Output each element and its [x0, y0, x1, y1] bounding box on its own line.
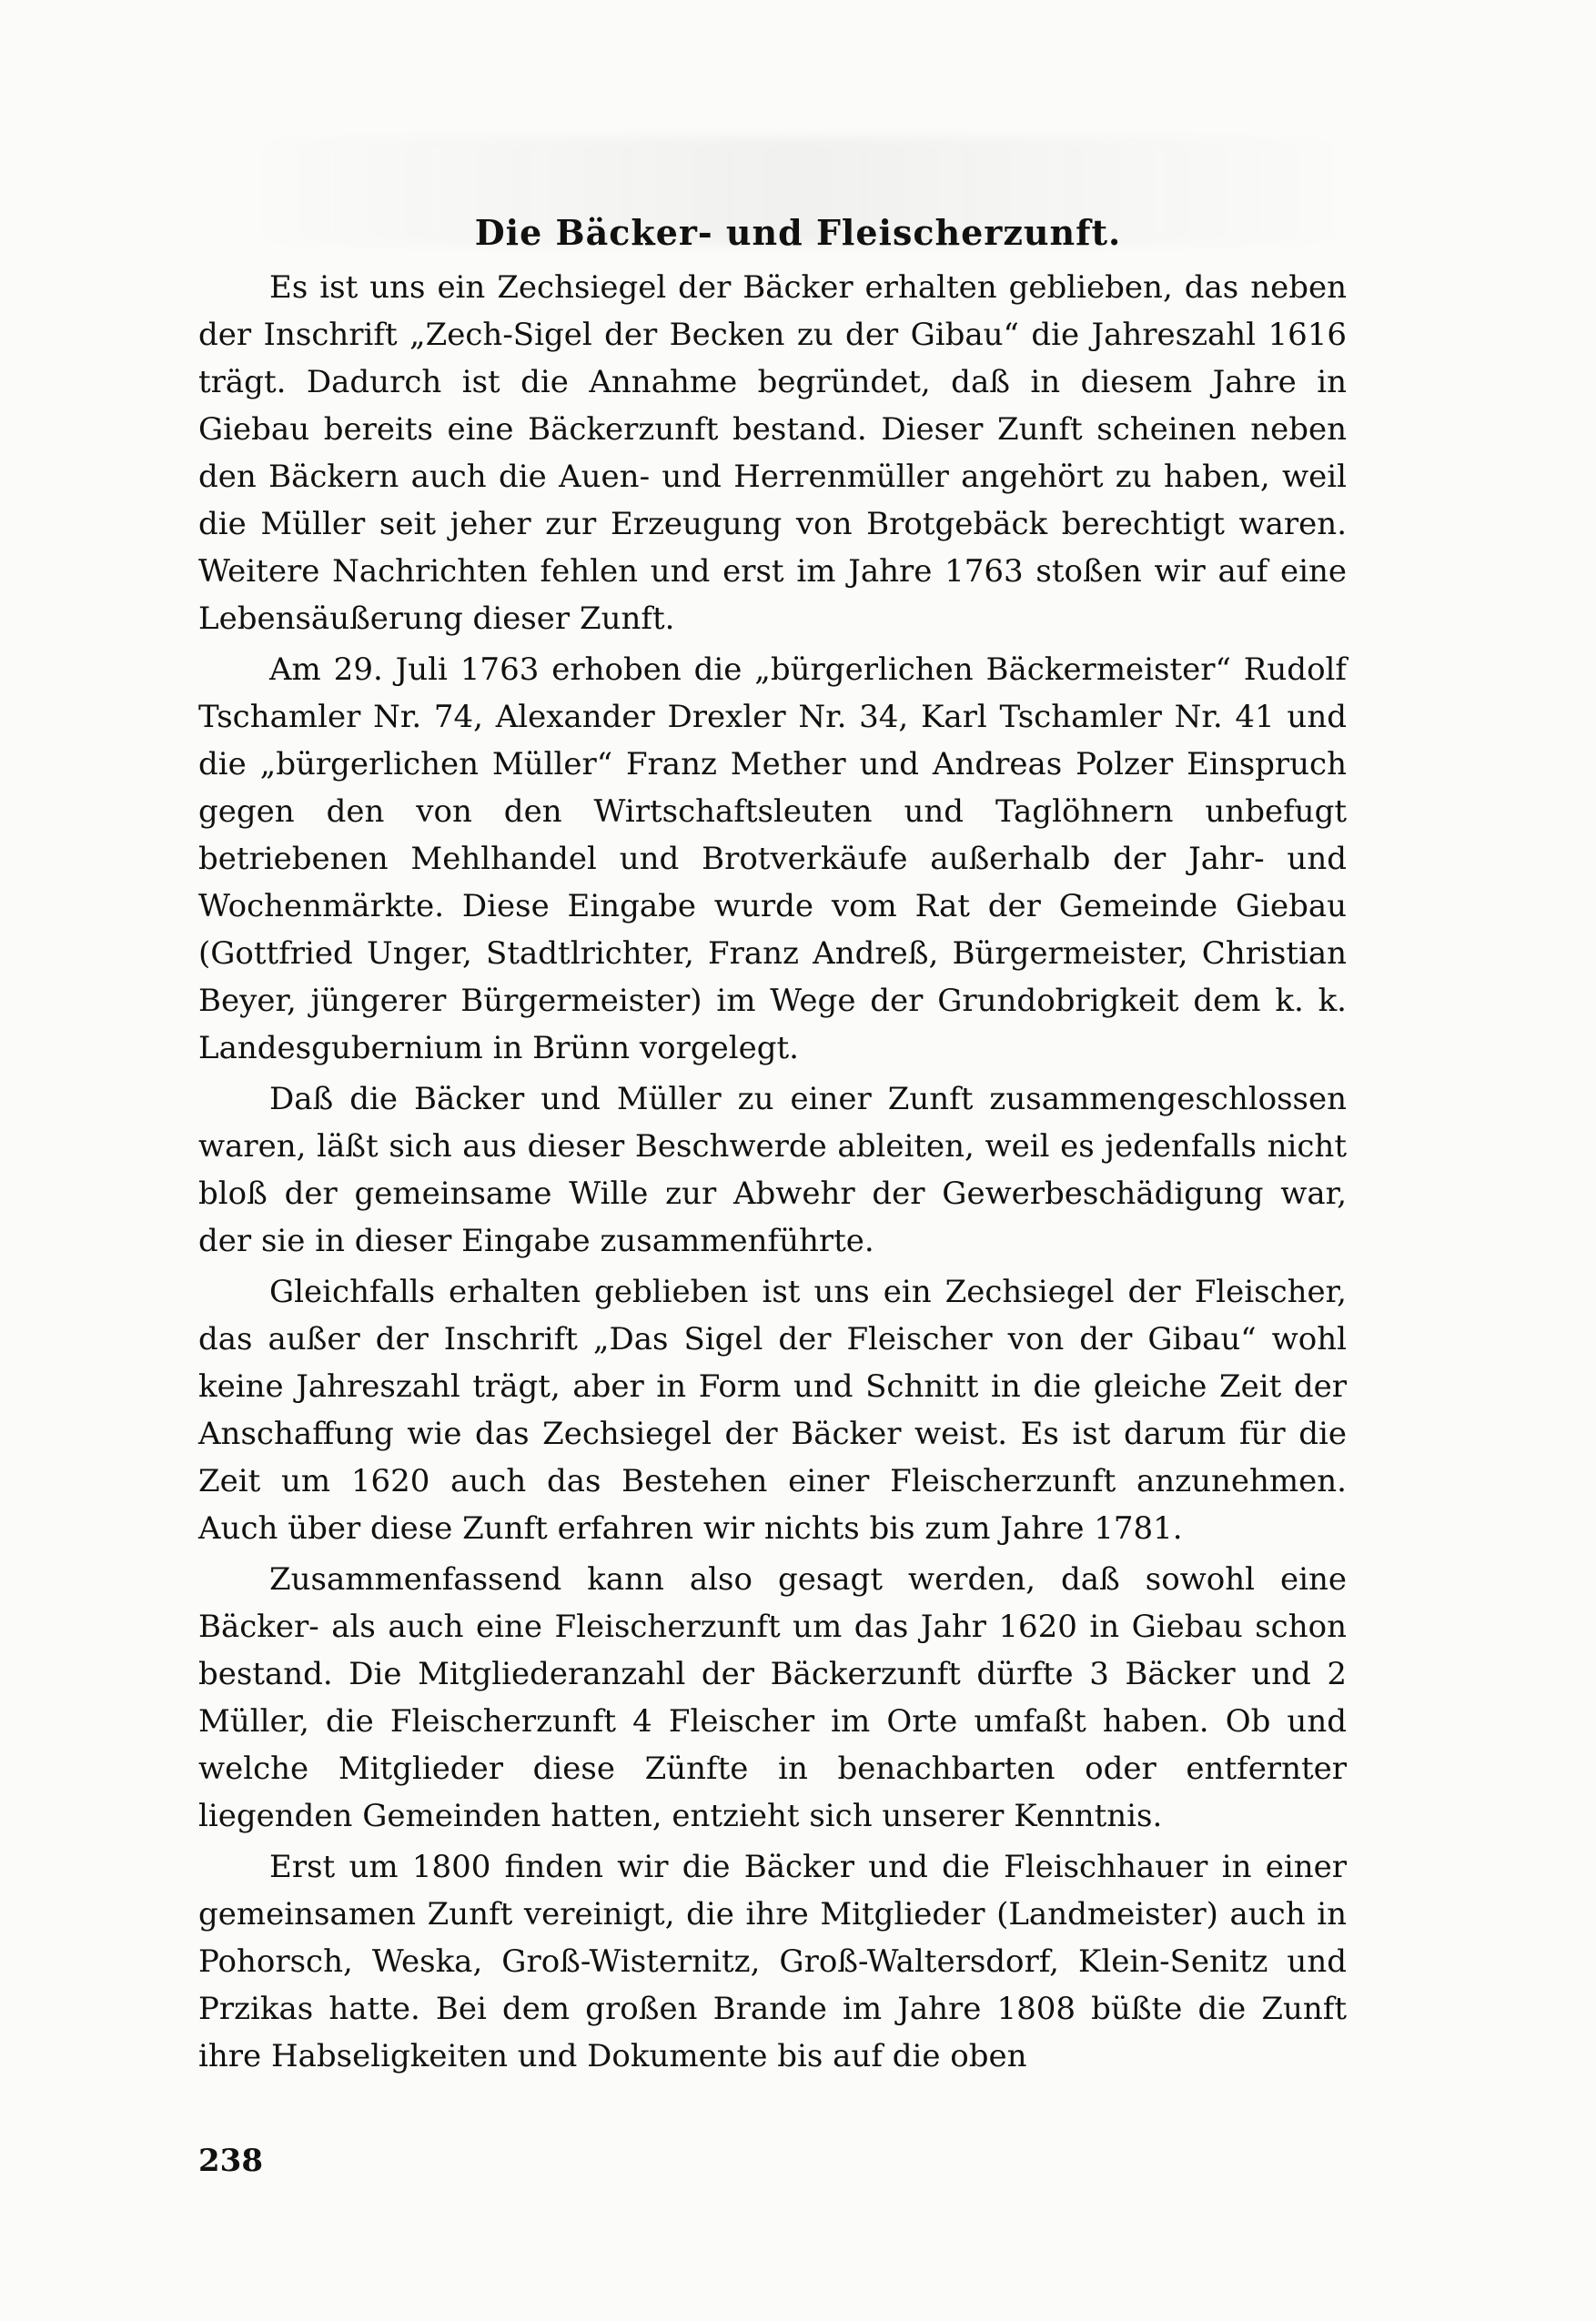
paragraph-3: Daß die Bäcker und Müller zu einer Zunft zusammengeschlossen waren, läßt sich aus dieser Beschwerde ableiten, weil es jedenfalls nicht bloß der gemeinsame Wille zur Abwehr der Gewerbeschädigung war, der sie in dieser Eingabe zusammenführte.	[198, 1081, 1347, 1259]
paragraph-4: Gleichfalls erhalten geblieben ist uns ein Zechsiegel der Fleischer, das außer der Inschrift „Das Sigel der Fleischer von der Gibau“ wohl keine Jahreszahl trägt, aber in Form und Schnitt in die gleiche Zeit der Anschaffung wie das Zechsiegel der Bäcker weist. Es ist darum für die Zeit um 1620 auch das Bestehen einer Fleischerzunft anzunehmen. Auch über diese Zunft erfahren wir nichts bis zum Jahre 1781.	[198, 1274, 1347, 1547]
chapter-title: Die Bäcker- und Fleischerzunft.	[474, 212, 1122, 254]
paragraph-2: Am 29. Juli 1763 erhoben die „bürgerlichen Bäckermeister“ Rudolf Tschamler Nr. 74, Alexander Drexler Nr. 34, Karl Tschamler Nr. 41 und die „bürgerlichen Müller“ Franz Mether und Andreas Polzer Einspruch gegen den von den Wirtschaftsleuten und Taglöhnern unbefugt betriebenen Mehlhandel und Brotverkäufe außerhalb der Jahr- und Wochenmärkte. Diese Eingabe wurde vom Rat der Gemeinde Giebau (Gottfried Unger, Stadtlrichter, Franz Andreß, Bürgermeister, Christian Beyer, jüngerer Bürgermeister) im Wege der Grundobrigkeit dem k. k. Landesgubernium in Brünn vorgelegt.	[198, 651, 1347, 1066]
paragraph-1: Es ist uns ein Zechsiegel der Bäcker erhalten geblieben, das neben der Inschrift „Zech-Sigel der Becken zu der Gibau“ die Jahreszahl 1616 trägt. Dadurch ist die Annahme begründet, daß in diesem Jahre in Giebau bereits eine Bäckerzunft bestand. Dieser Zunft scheinen neben den Bäckern auch die Auen- und Herrenmüller angehört zu haben, weil die Müller seit jeher zur Erzeugung von Brotgebäck berechtigt waren. Weitere Nachrichten fehlen und erst im Jahre 1763 stoßen wir auf eine Lebensäußerung dieser Zunft.	[198, 269, 1347, 637]
page-number: 238	[198, 2143, 263, 2179]
body-text	[198, 264, 1347, 2080]
paragraph-5: Zusammenfassend kann also gesagt werden, daß sowohl eine Bäcker- als auch eine Fleischerzunft um das Jahr 1620 in Giebau schon bestand. Die Mitgliederanzahl der Bäckerzunft dürfte 3 Bäcker und 2 Müller, die Fleischerzunft 4 Fleischer im Orte umfaßt haben. Ob und welche Mitglieder diese Zünfte in benachbarten oder entfernter liegenden Gemeinden hatten, entzieht sich unserer Kenntnis.	[198, 1561, 1347, 1834]
paragraph-6: Erst um 1800 finden wir die Bäcker und die Fleischhauer in einer gemeinsamen Zunft vereinigt, die ihre Mitglieder (Landmeister) auch in Pohorsch, Weska, Groß-Wisternitz, Groß-Waltersdorf, Klein-Senitz und Przikas hatte. Bei dem großen Brande im Jahre 1808 büßte die Zunft ihre Habseligkeiten und Dokumente bis auf die oben	[198, 1849, 1347, 2074]
